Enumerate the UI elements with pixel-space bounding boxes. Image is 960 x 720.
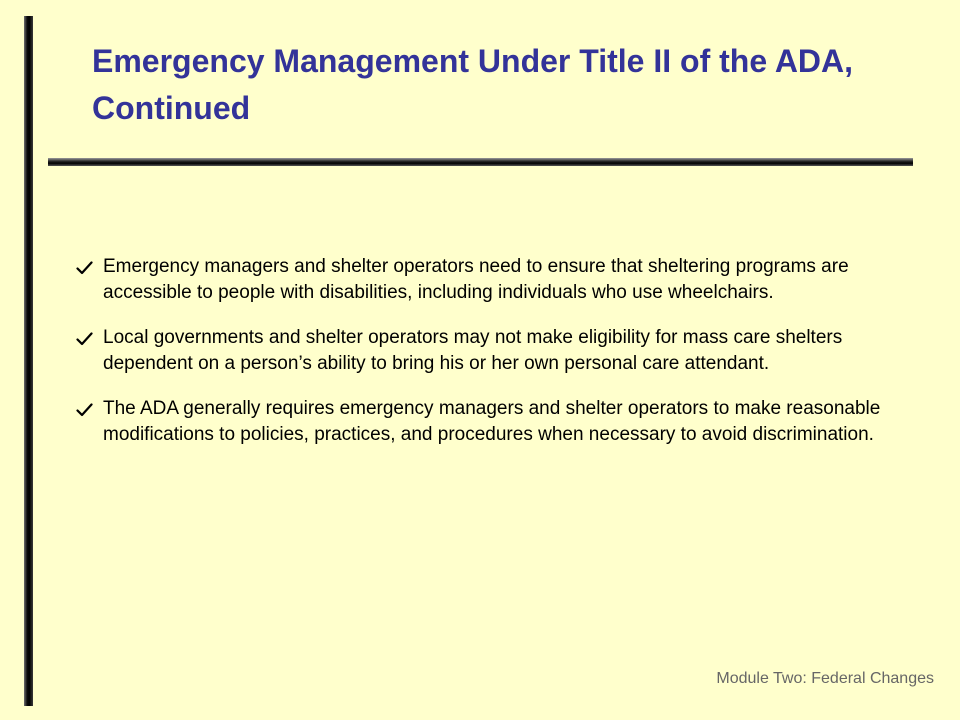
left-vertical-bar [24,16,33,706]
bullet-text: The ADA generally requires emergency managers and shelter operators to make reasonable modifications to policies, practices, and procedures when necessary to avoid discrimination. [103,398,881,445]
bullet-item [74,396,909,448]
bullet-item [74,325,909,377]
footer-module-label: Module Two: Federal Changes [716,670,934,687]
bullet-text: Local governments and shelter operators may not make eligibility for mass care shelters dependent on a person’s ability to bring his or her own personal care attendant. [103,327,843,374]
bullet-text: Emergency managers and shelter operators need to ensure that sheltering programs are accessible to people with disabilities, including individuals who use wheelchairs. [103,256,849,303]
title-divider [48,158,913,166]
bullet-item [74,254,909,306]
checkmark-icon [76,261,93,275]
checkmark-icon [76,332,93,346]
slide-title: Emergency Management Under Title II of the ADA, Continued [92,43,854,126]
bullet-list [74,254,909,467]
checkmark-icon [76,403,93,417]
